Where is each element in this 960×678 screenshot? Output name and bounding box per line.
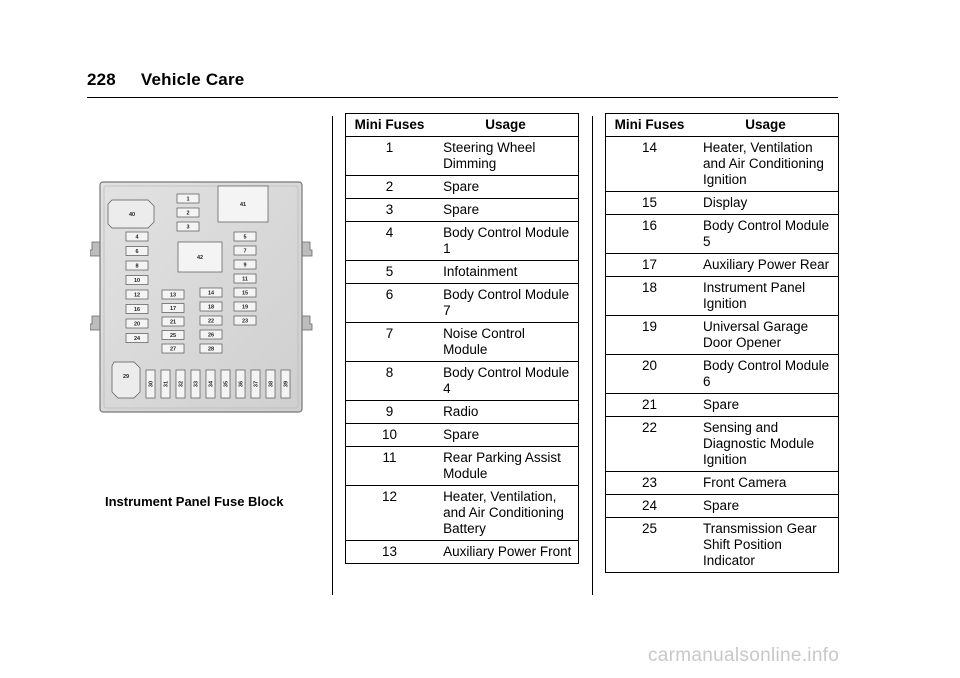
fuse-number: 8 bbox=[346, 362, 434, 401]
page-header bbox=[87, 70, 244, 90]
fuse-label: 22 bbox=[207, 318, 215, 325]
column-header-usage: Usage bbox=[693, 114, 838, 137]
fuse-label: 10 bbox=[133, 278, 141, 284]
table-row bbox=[606, 254, 839, 277]
fuse-label: 3 bbox=[186, 224, 190, 231]
fuse-number: 15 bbox=[606, 192, 694, 215]
fuse-label: 20 bbox=[133, 321, 141, 328]
fuse-number: 7 bbox=[346, 323, 434, 362]
fuse-number: 18 bbox=[606, 277, 694, 316]
fuse-usage: Spare bbox=[433, 199, 578, 222]
table-row bbox=[346, 284, 579, 323]
fuse-label: 16 bbox=[133, 307, 141, 313]
table-row bbox=[346, 541, 579, 564]
table-row bbox=[606, 355, 839, 394]
fuse-label: 42 bbox=[196, 255, 204, 261]
table-row bbox=[346, 362, 579, 401]
fuse-usage: Infotainment bbox=[433, 261, 578, 284]
fuse-label: 39 bbox=[283, 380, 290, 388]
fuse-label: 37 bbox=[253, 380, 260, 388]
table-row bbox=[606, 316, 839, 355]
table-row bbox=[346, 137, 579, 176]
table-row bbox=[346, 176, 579, 199]
fuse-label: 35 bbox=[223, 380, 230, 388]
table-row bbox=[346, 222, 579, 261]
fuse-number: 11 bbox=[346, 447, 434, 486]
fuse-number: 16 bbox=[606, 215, 694, 254]
fuse-number: 17 bbox=[606, 254, 694, 277]
fuse-number: 19 bbox=[606, 316, 694, 355]
fuse-label: 26 bbox=[207, 332, 215, 339]
fuse-label: 12 bbox=[133, 292, 141, 299]
table-row bbox=[346, 199, 579, 222]
fuse-usage: Universal Garage Door Opener bbox=[693, 316, 838, 355]
fuse-block-svg bbox=[90, 180, 316, 415]
fuse-label: 28 bbox=[207, 346, 215, 353]
figure-caption: Instrument Panel Fuse Block bbox=[105, 494, 284, 509]
fuse-usage: Radio bbox=[433, 401, 578, 424]
fuse-usage: Body Control Module 1 bbox=[433, 222, 578, 261]
fuse-block-diagram bbox=[90, 180, 316, 415]
fuse-label: 19 bbox=[241, 304, 249, 311]
fuse-label: 27 bbox=[169, 346, 177, 353]
fuse-usage: Heater, Ventilation, and Air Conditioning Battery bbox=[433, 486, 578, 541]
fuse-number: 23 bbox=[606, 472, 694, 495]
fuse-usage: Steering Wheel Dimming bbox=[433, 137, 578, 176]
fuse-label: 8 bbox=[135, 263, 139, 270]
table-row bbox=[606, 495, 839, 518]
fuse-usage: Instrument Panel Ignition bbox=[693, 277, 838, 316]
table-header-row bbox=[606, 114, 839, 137]
column-divider-right bbox=[592, 116, 593, 595]
fuse-label: 17 bbox=[169, 306, 177, 312]
fuse-number: 1 bbox=[346, 137, 434, 176]
fuse-usage: Display bbox=[693, 192, 838, 215]
fuse-number: 12 bbox=[346, 486, 434, 541]
fuse-label: 18 bbox=[207, 304, 215, 311]
fuse-label: 11 bbox=[242, 276, 248, 283]
fuse-number: 4 bbox=[346, 222, 434, 261]
table-row bbox=[346, 486, 579, 541]
fuse-label: 13 bbox=[169, 292, 177, 299]
fuse-table-right bbox=[605, 113, 839, 573]
fuse-label: 29 bbox=[122, 374, 130, 380]
table-row bbox=[606, 192, 839, 215]
fuse-usage: Auxiliary Power Front bbox=[443, 544, 572, 559]
fuse-number: 20 bbox=[606, 355, 694, 394]
connector-29 bbox=[112, 362, 140, 398]
table-row bbox=[606, 215, 839, 254]
fuse-usage: Heater, Ventilation and Air Conditioning Ignition bbox=[693, 137, 838, 192]
column-header-mini-fuses: Mini Fuses bbox=[346, 114, 434, 137]
fuse-usage: Transmission Gear Shift Position Indicator bbox=[703, 521, 817, 568]
fuse-usage: Body Control Module 6 bbox=[693, 355, 838, 394]
fuse-usage: Body Control Module 5 bbox=[693, 215, 838, 254]
table-header-row bbox=[346, 114, 579, 137]
fuse-number: 10 bbox=[346, 424, 434, 447]
fuse-usage: Front Camera bbox=[693, 472, 838, 495]
fuse-number: 22 bbox=[606, 417, 694, 472]
table-row bbox=[606, 518, 839, 573]
page-number: 228 bbox=[87, 70, 116, 89]
fuse-label: 40 bbox=[128, 212, 136, 218]
fuse-number: 24 bbox=[606, 495, 694, 518]
fuse-label: 24 bbox=[133, 336, 141, 342]
fuse-usage: Spare bbox=[693, 394, 838, 417]
fuse-label: 23 bbox=[241, 318, 249, 325]
mount-tab bbox=[90, 316, 100, 330]
fuse-label: 36 bbox=[238, 380, 245, 388]
table-row bbox=[346, 323, 579, 362]
fuse-label: 9 bbox=[243, 262, 247, 269]
table-row bbox=[606, 417, 839, 472]
fuse-number: 13 bbox=[382, 544, 398, 559]
fuse-number: 9 bbox=[346, 401, 434, 424]
fuse-number: 25 bbox=[642, 521, 658, 536]
fuse-label: 34 bbox=[208, 380, 215, 388]
fuse-label: 4 bbox=[135, 234, 139, 241]
table-row bbox=[346, 447, 579, 486]
table-row bbox=[346, 424, 579, 447]
fuse-label: 15 bbox=[241, 290, 249, 297]
fuse-label: 14 bbox=[207, 290, 215, 297]
fuse-usage: Spare bbox=[693, 495, 838, 518]
header-rule bbox=[87, 97, 838, 98]
fuse-label: 6 bbox=[135, 249, 139, 255]
mount-tab bbox=[302, 242, 312, 256]
mount-tab bbox=[90, 242, 100, 256]
fuse-label: 30 bbox=[148, 380, 155, 388]
fuse-usage: Spare bbox=[433, 424, 578, 447]
fuse-number: 6 bbox=[346, 284, 434, 323]
table-row bbox=[606, 394, 839, 417]
fuse-label: 31 bbox=[163, 380, 170, 388]
column-header-usage: Usage bbox=[433, 114, 578, 137]
fuse-table-left bbox=[345, 113, 579, 564]
fuse-label: 7 bbox=[243, 248, 247, 255]
table-row bbox=[346, 401, 579, 424]
fuse-label: 5 bbox=[243, 234, 247, 241]
fuse-usage: Spare bbox=[433, 176, 578, 199]
fuse-usage: Body Control Module 4 bbox=[433, 362, 578, 401]
fuse-label: 25 bbox=[169, 333, 177, 339]
fuse-number: 2 bbox=[346, 176, 434, 199]
fuse-usage: Rear Parking Assist Module bbox=[433, 447, 578, 486]
section-title: Vehicle Care bbox=[140, 70, 245, 89]
fuse-usage: Auxiliary Power Rear bbox=[693, 254, 838, 277]
fuse-label: 38 bbox=[268, 380, 275, 388]
table-row bbox=[606, 472, 839, 495]
watermark: carmanualsonline.info bbox=[648, 645, 840, 666]
fuse-usage: Sensing and Diagnostic Module Ignition bbox=[693, 417, 838, 472]
fuse-label: 2 bbox=[186, 210, 190, 217]
fuse-label: 32 bbox=[178, 380, 185, 388]
fuse-number: 3 bbox=[346, 199, 434, 222]
fuse-usage: Body Control Module 7 bbox=[433, 284, 578, 323]
fuse-number: 21 bbox=[606, 394, 694, 417]
fuse-usage: Noise Control Module bbox=[433, 323, 578, 362]
table-row bbox=[346, 261, 579, 284]
column-divider-left bbox=[332, 116, 333, 595]
fuse-label: 21 bbox=[169, 319, 177, 326]
fuse-number: 5 bbox=[346, 261, 434, 284]
mount-tab bbox=[302, 316, 312, 330]
fuse-label: 41 bbox=[239, 202, 247, 208]
table-row bbox=[606, 137, 839, 192]
column-header-mini-fuses: Mini Fuses bbox=[606, 114, 694, 137]
fuse-label: 1 bbox=[186, 196, 190, 203]
fuse-label: 33 bbox=[193, 380, 200, 388]
fuse-number: 14 bbox=[606, 137, 694, 192]
table-row bbox=[606, 277, 839, 316]
